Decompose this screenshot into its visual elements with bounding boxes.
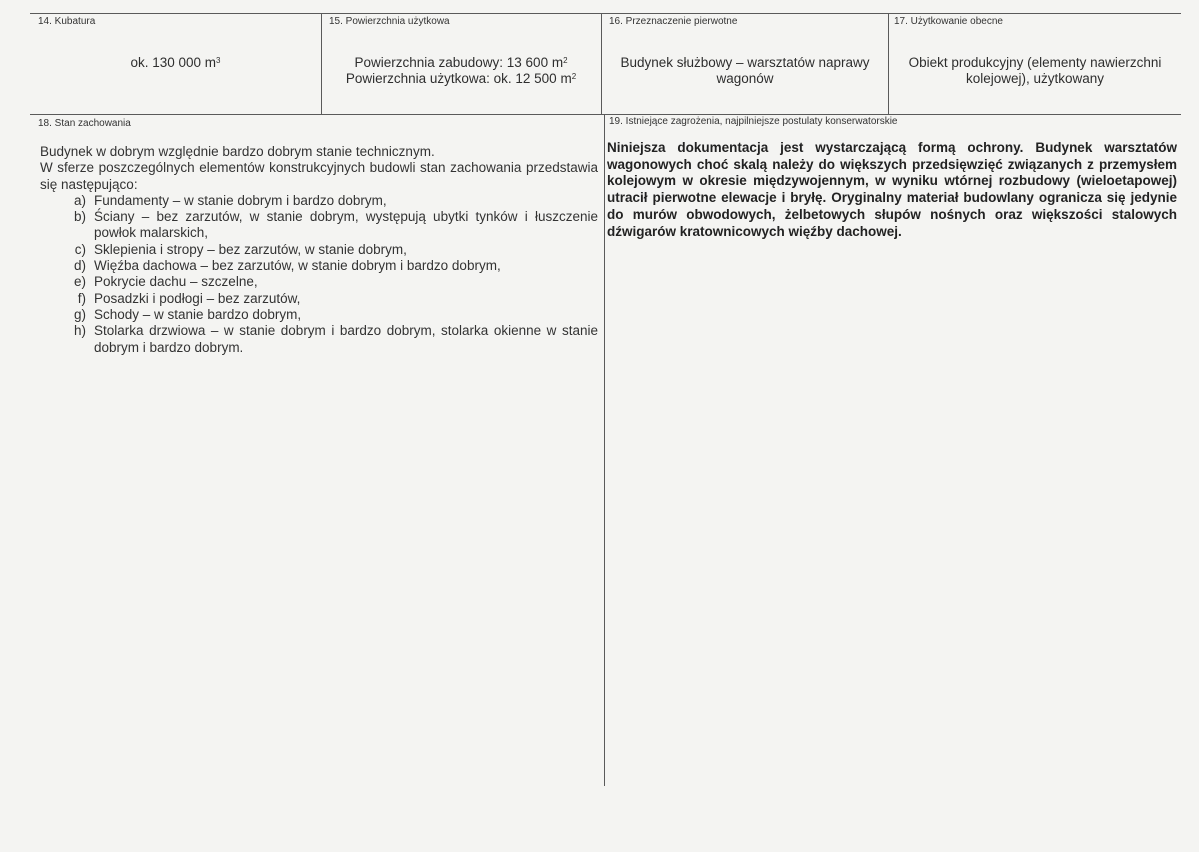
col-divider-2 bbox=[601, 13, 602, 114]
field-18-intro-1: Budynek w dobrym względnie bardzo dobrym stanie technicznym. bbox=[40, 144, 435, 159]
list-item-marker: f) bbox=[77, 290, 86, 306]
field-15-line-2-sup: 2 bbox=[571, 72, 577, 81]
list-item bbox=[40, 209, 598, 242]
list-item bbox=[40, 323, 598, 356]
field-17-value: Obiekt produkcyjny (elementy nawierzchni kolejowej), użytkowany bbox=[908, 55, 1162, 86]
list-item-marker: e) bbox=[73, 274, 86, 290]
list-item bbox=[40, 258, 598, 274]
list-item-text: Ściany – bez zarzutów, w stanie dobrym, występują ubytki tynków i łuszczenie powłok malarskich, bbox=[94, 209, 598, 241]
field-14-label: 14. Kubatura bbox=[38, 16, 96, 27]
field-15-line-1-sup: 2 bbox=[563, 56, 568, 65]
field-15-value bbox=[321, 55, 601, 87]
field-15-line-2-text: Powierzchnia użytkowa: ok. 12 500 m bbox=[345, 71, 572, 86]
field-14-value bbox=[30, 55, 321, 71]
list-item-marker: c) bbox=[74, 241, 86, 257]
list-item bbox=[40, 274, 598, 290]
col-divider-3 bbox=[888, 13, 889, 114]
field-18-content bbox=[40, 144, 598, 356]
field-18-label: 18. Stan zachowania bbox=[38, 118, 131, 129]
field-16-value: Budynek służbowy – warsztatów naprawy wagonów bbox=[620, 55, 870, 86]
field-15-line-1-text: Powierzchnia zabudowy: 13 600 m bbox=[354, 55, 564, 70]
row-divider bbox=[30, 114, 1181, 115]
list-item-marker: a) bbox=[73, 192, 86, 208]
list-item bbox=[40, 307, 598, 323]
field-18-intro-2: W sferze poszczególnych elementów konstrukcyjnych budowli stan zachowania przedstawia się następująco: bbox=[40, 160, 598, 192]
list-item-text: Stolarka drzwiowa – w stanie dobrym i bardzo dobrym, stolarka okienne w stanie dobrym i bardzo dobrym. bbox=[94, 323, 598, 355]
field-15-line-2 bbox=[321, 71, 601, 87]
list-item-marker: g) bbox=[73, 306, 86, 322]
field-16-label: 16. Przeznaczenie pierwotne bbox=[609, 16, 738, 27]
field-18-list bbox=[40, 193, 598, 356]
field-14-value-sup: 3 bbox=[216, 56, 221, 65]
field-15-label: 15. Powierzchnia użytkowa bbox=[329, 16, 450, 27]
field-19-content: Niniejsza dokumentacja jest wystarczającą formą ochrony. Budynek warsztatów wagonowych choć skalą należy do większych przedsięwzięć związanych z przemysłem kolejowym w okresie międzywojennym, w wyniku wtórnej rozbudowy (wieloetapowej) utracił pierwotne elewacje i bryłę. Oryginalny materiał budowlany ogranicza się jedynie do murów obwodowych, żelbetowych słupów nośnych oraz większości stalowych dźwigarów kratownicowych więźby dachowej. bbox=[607, 140, 1177, 239]
field-14-value-text: ok. 130 000 m bbox=[130, 55, 217, 70]
top-border bbox=[30, 13, 1181, 14]
list-item-marker: h) bbox=[73, 323, 86, 339]
list-item-text: Fundamenty – w stanie dobrym i bardzo dobrym, bbox=[94, 192, 387, 208]
list-item-marker: d) bbox=[73, 258, 86, 274]
list-item bbox=[40, 193, 598, 209]
list-item-text: Schody – w stanie bardzo dobrym, bbox=[94, 306, 302, 322]
field-19-label: 19. Istniejące zagrożenia, najpilniejsze postulaty konserwatorskie bbox=[609, 116, 898, 127]
col-divider-main bbox=[604, 114, 605, 786]
list-item bbox=[40, 242, 598, 258]
list-item-text: Pokrycie dachu – szczelne, bbox=[94, 274, 258, 290]
list-item-text: Posadzki i podłogi – bez zarzutów, bbox=[94, 290, 301, 306]
list-item-text: Więźba dachowa – bez zarzutów, w stanie dobrym i bardzo dobrym, bbox=[94, 258, 501, 274]
list-item bbox=[40, 291, 598, 307]
list-item-text: Sklepienia i stropy – bez zarzutów, w stanie dobrym, bbox=[94, 241, 407, 257]
list-item-marker: b) bbox=[73, 209, 86, 225]
field-15-line-1 bbox=[321, 55, 601, 71]
field-17-label: 17. Użytkowanie obecne bbox=[894, 16, 1003, 27]
